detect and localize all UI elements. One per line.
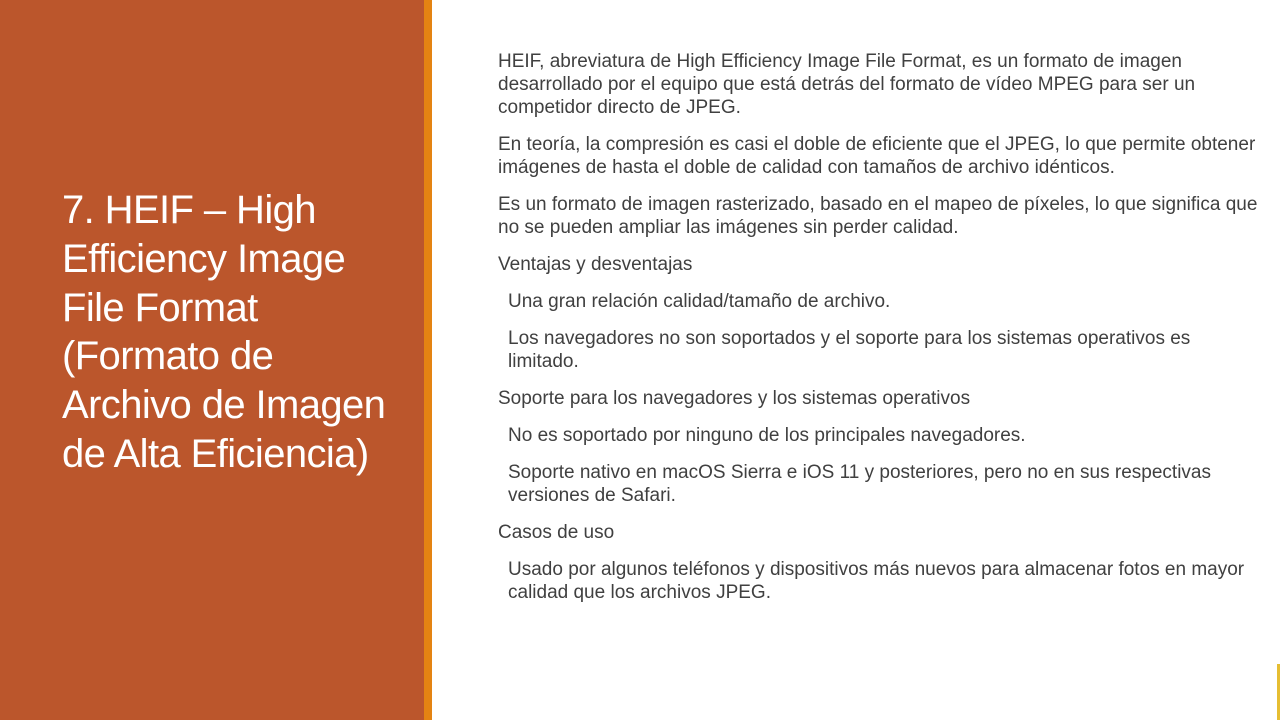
- section-heading-pros-cons: Ventajas y desventajas: [498, 254, 693, 275]
- list-item: Soporte nativo en macOS Sierra e iOS 11 y posteriores, pero no en sus respectivas versiones de Safari.: [508, 462, 1211, 506]
- list-item: No es soportado por ninguno de los principales navegadores.: [508, 425, 1026, 446]
- section-heading-use-cases: Casos de uso: [498, 522, 615, 543]
- title-panel: [0, 0, 424, 720]
- paragraph-heif-definition: HEIF, abreviatura de High Efficiency Image File Format, es un formato de imagen desarrollado por el equipo que está detrás del formato de vídeo MPEG para ser un competidor directo de JPEG.: [498, 51, 1196, 118]
- list-item: Los navegadores no son soportados y el soporte para los sistemas operativos es limitado.: [508, 328, 1191, 372]
- section-heading-support: Soporte para los navegadores y los sistemas operativos: [498, 388, 971, 409]
- accent-bar: [424, 0, 432, 720]
- paragraph-raster: Es un formato de imagen rasterizado, basado en el mapeo de píxeles, lo que significa que no se pueden ampliar las imágenes sin perder calidad.: [498, 194, 1258, 238]
- list-item: Usado por algunos teléfonos y dispositivos más nuevos para almacenar fotos en mayor calidad que los archivos JPEG.: [508, 559, 1245, 603]
- list-item: Una gran relación calidad/tamaño de archivo.: [508, 291, 891, 312]
- paragraph-compression: En teoría, la compresión es casi el doble de eficiente que el JPEG, lo que permite obtener imágenes de hasta el doble de calidad con tamaños de archivo idénticos.: [498, 134, 1256, 178]
- slide-body: [498, 50, 1260, 618]
- slide-title: 7. HEIF – High Efficiency Image File Format (Formato de Archivo de Imagen de Alta Eficiencia): [62, 188, 386, 476]
